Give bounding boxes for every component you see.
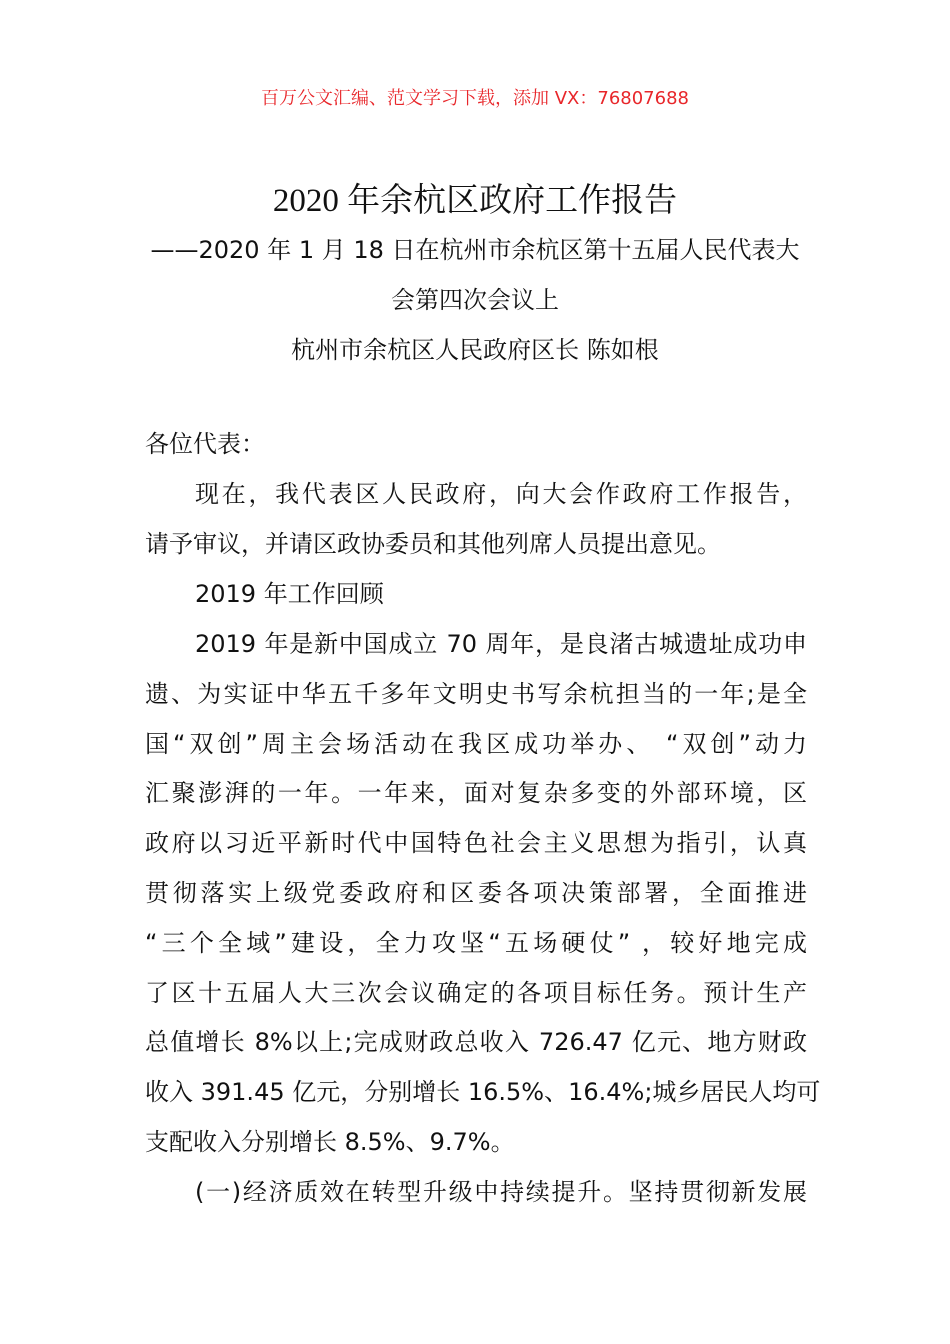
watermark-text: 百万公文汇编、范文学习下载，添加 VX：76807688	[261, 88, 689, 109]
paragraph-line: 支配收入分别增长 8.5%、9.7%。	[145, 1128, 515, 1156]
salutation: 各位代表：	[145, 430, 265, 458]
paragraph-line: 贯彻落实上级党委政府和区委各项决策部署，全面推进	[145, 879, 807, 907]
paragraph-line: 了区十五届人大三次会议确定的各项目标任务。预计生产	[145, 978, 807, 1007]
document-title: 2020 年余杭区政府工作报告	[272, 183, 678, 219]
author-line: 杭州市余杭区人民政府区长 陈如根	[291, 336, 659, 364]
section-heading: 2019 年工作回顾	[195, 580, 384, 608]
paragraph-line: “三个全域”建设，全力攻坚“五场硬仗” ，较好地完成	[145, 928, 807, 957]
paragraph-line: 收入 391.45 亿元，分别增长 16.5%、16.4%;城乡居民人均可	[145, 1078, 821, 1107]
paragraph-line: (一)经济质效在转型升级中持续提升。坚持贯彻新发展	[195, 1178, 807, 1206]
paragraph-line: 总值增长 8%以上;完成财政总收入 726.47 亿元、地方财政	[145, 1028, 807, 1057]
paragraph-line: 政府以习近平新时代中国特色社会主义思想为指引，认真	[145, 829, 807, 858]
paragraph-line: 遗、为实证中华五千多年文明史书写余杭担当的一年;是全	[145, 679, 807, 708]
paragraph-line: 国“双创”周主会场活动在我区成功举办、 “双创”动力	[145, 729, 807, 758]
subtitle-line: 会第四次会议上	[391, 286, 559, 314]
paragraph-line: 汇聚澎湃的一年。一年来，面对复杂多变的外部环境，区	[145, 779, 807, 808]
paragraph-line: 请予审议，并请区政协委员和其他列席人员提出意见。	[145, 530, 721, 558]
paragraph-line: 2019 年是新中国成立 70 周年，是良渚古城遗址成功申	[195, 630, 807, 658]
subtitle-line: ——2020 年 1 月 18 日在杭州市余杭区第十五届人民代表大	[150, 236, 800, 264]
paragraph-line: 现在，我代表区人民政府，向大会作政府工作报告，	[195, 480, 807, 508]
